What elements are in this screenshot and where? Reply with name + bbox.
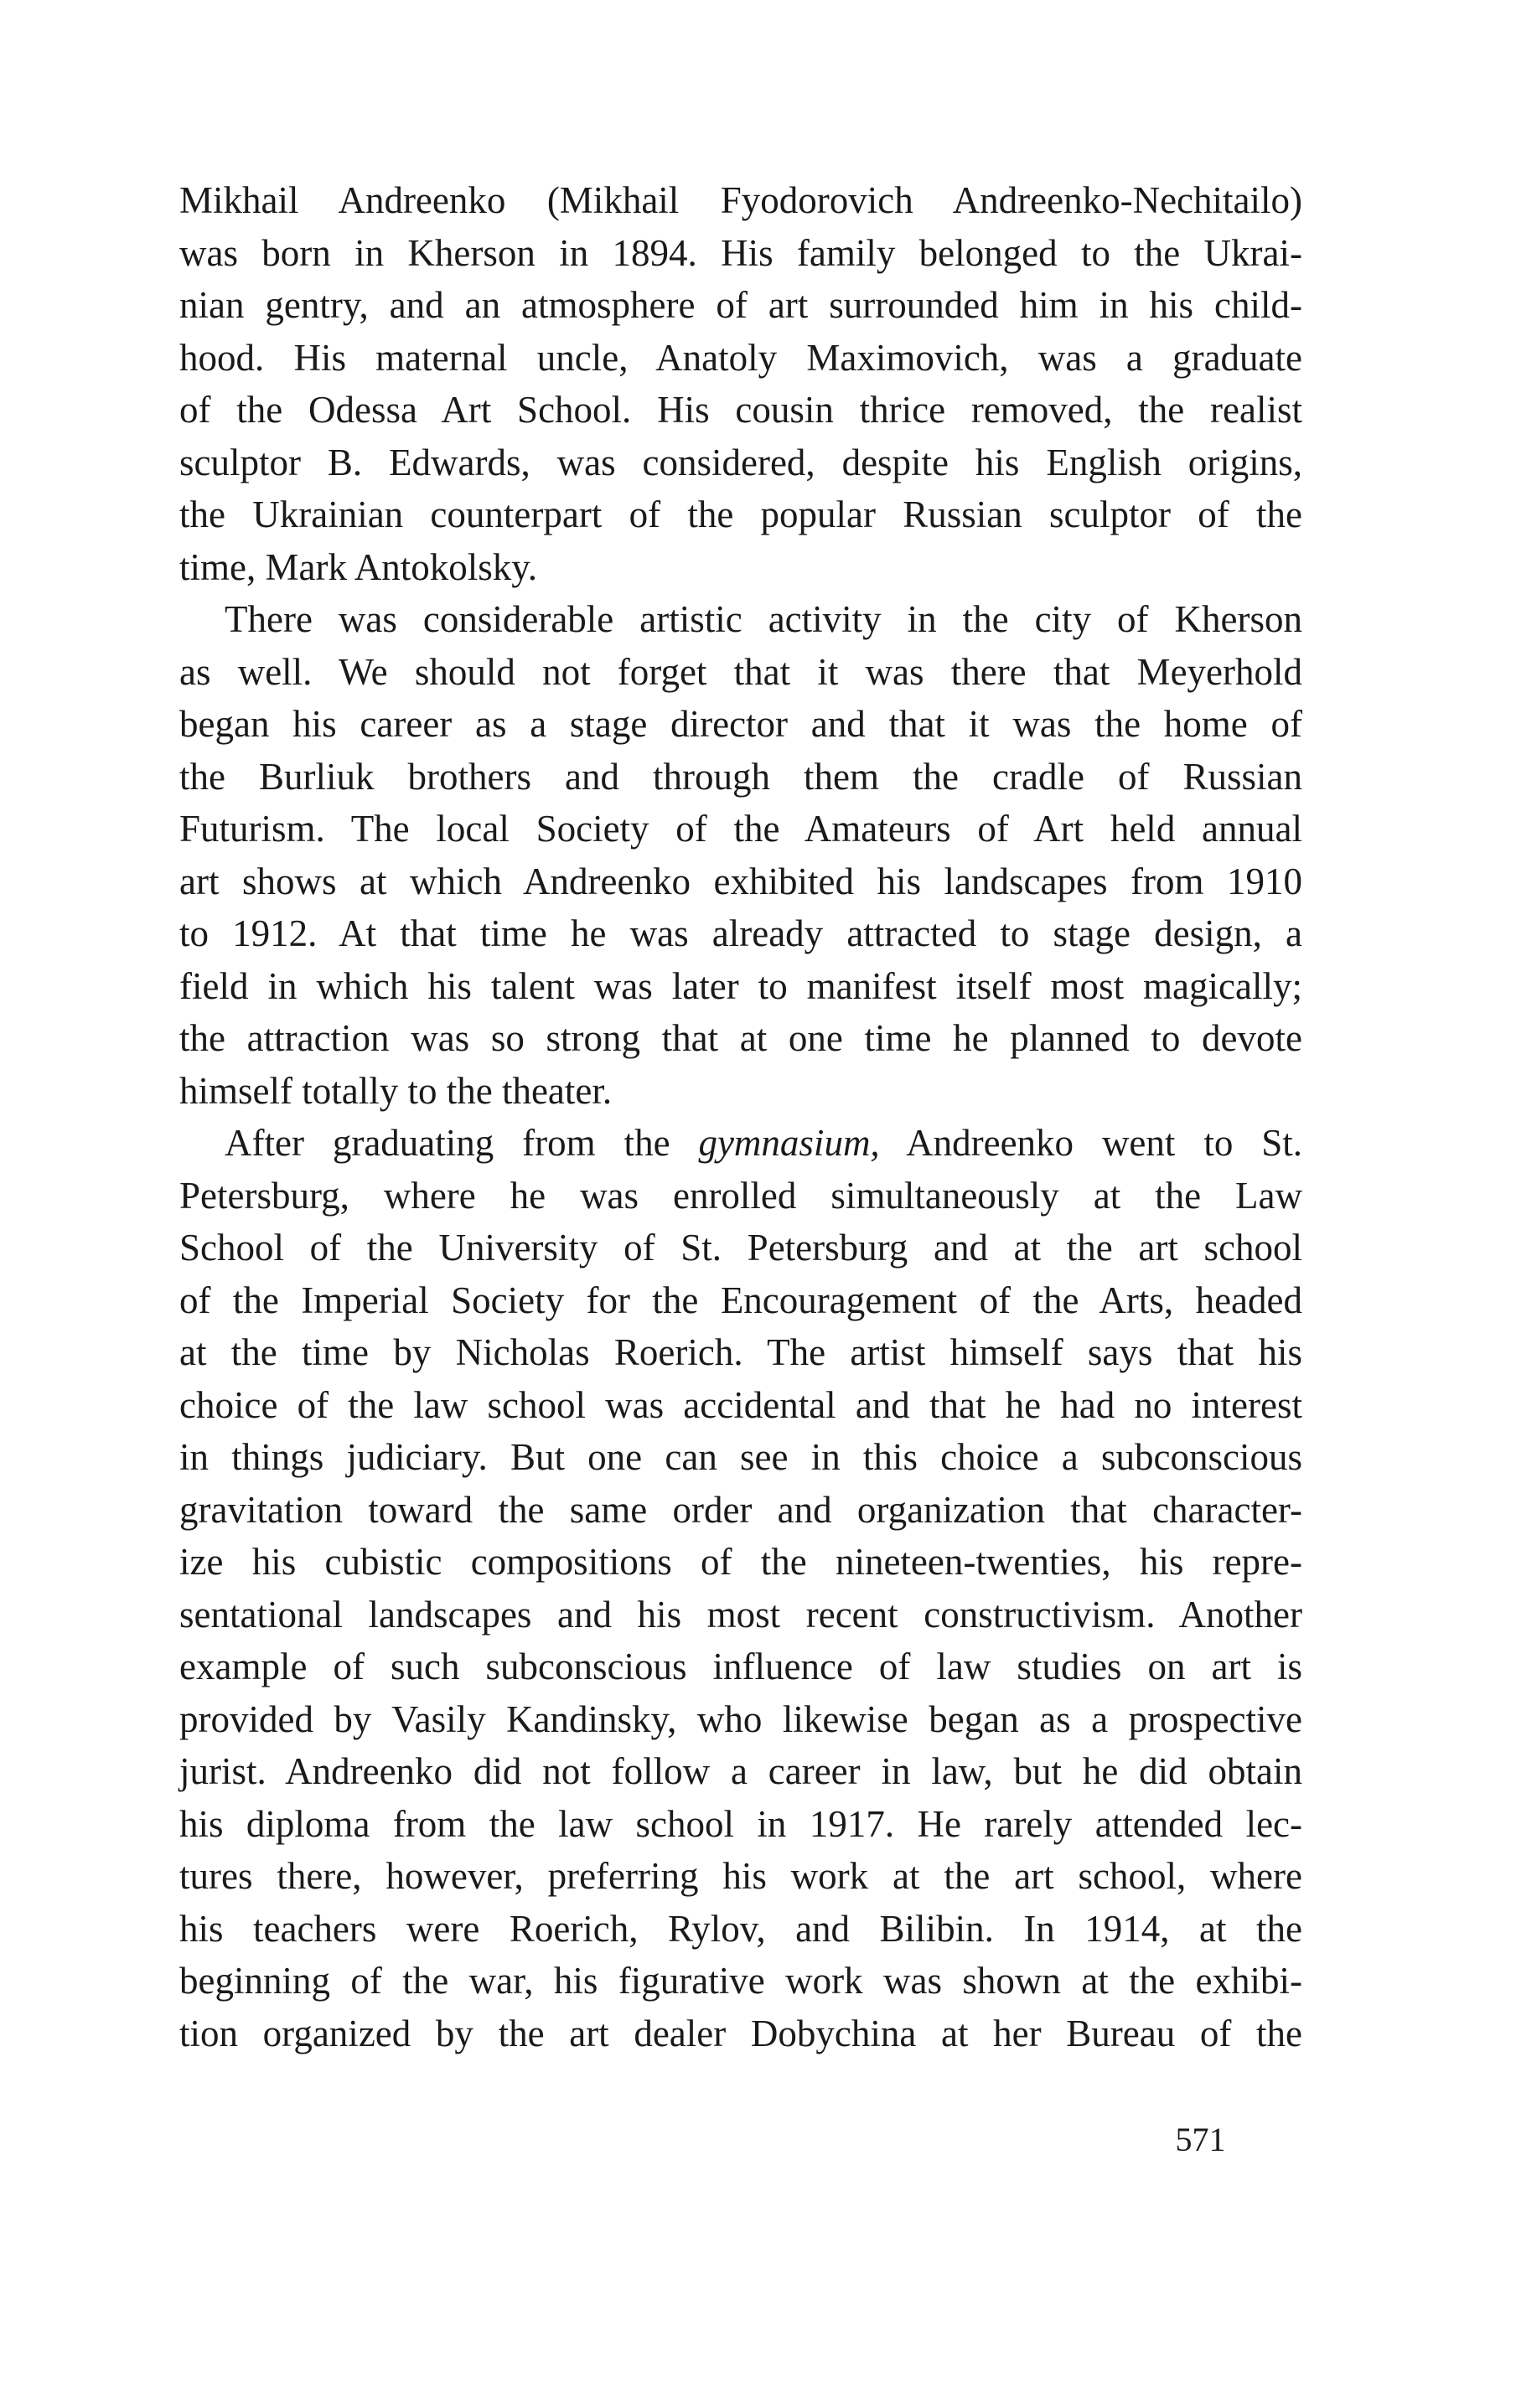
text-line: in things judiciary. But one can see in this choice a subconscious — [179, 1436, 1302, 1478]
text-line: art shows at which Andreenko exhibited his landscapes from 1910 — [179, 860, 1302, 902]
text-line: at the time by Nicholas Roerich. The artist himself says that his — [179, 1331, 1302, 1373]
text-line: choice of the law school was accidental and that he had no interest — [179, 1383, 1302, 1426]
text-line: field in which his talent was later to manifest itself most magically; — [179, 964, 1302, 1007]
text-line: beginning of the war, his figurative work was shown at the exhibi- — [179, 1960, 1302, 2002]
text-line: jurist. Andreenko did not follow a career in law, but he did obtain — [179, 1750, 1302, 1792]
text-line: the attraction was so strong that at one time he planned to devote — [179, 1017, 1302, 1059]
italic-term: gymnasium, — [698, 1122, 880, 1164]
text-line: sentational landscapes and his most recent constructivism. Another — [179, 1593, 1302, 1635]
page-number — [0, 2120, 1516, 2159]
text-line: hood. His maternal uncle, Anatoly Maximovich, was a graduate — [179, 336, 1302, 379]
text-line: as well. We should not forget that it was there that Meyerhold — [179, 650, 1302, 693]
paragraph-3 — [179, 1117, 1302, 2059]
text-line: tures there, however, preferring his work at the art school, where — [179, 1855, 1302, 1897]
text-line: Futurism. The local Society of the Amateurs of Art held annual — [179, 808, 1302, 850]
text-line: to 1912. At that time he was already attracted to stage design, a — [179, 912, 1302, 954]
text-line: his teachers were Roerich, Rylov, and Bilibin. In 1914, at the — [179, 1907, 1302, 1950]
text-line: tion organized by the art dealer Dobychina at her Bureau of the — [179, 2012, 1302, 2054]
text-line: of the Imperial Society for the Encouragement of the Arts, headed — [179, 1279, 1302, 1321]
text-line — [179, 1117, 1302, 1170]
paragraph-1 — [179, 174, 1302, 593]
body-text — [179, 174, 1302, 2059]
text-line: provided by Vasily Kandinsky, who likewise began as a prospective — [179, 1697, 1302, 1740]
paragraph-2 — [179, 593, 1302, 1117]
text-line: sculptor B. Edwards, was considered, despite his English origins, — [179, 441, 1302, 483]
text-line: time, Mark Antokolsky. — [179, 545, 538, 588]
text-line: began his career as a stage director and that it was the home of — [179, 703, 1302, 745]
text-line: his diploma from the law school in 1917. He rarely attended lec- — [179, 1802, 1302, 1845]
text-line: himself totally to the theater. — [179, 1069, 613, 1112]
text-run: Andreenko went to St. — [879, 1122, 1302, 1164]
text-run: After graduating from the — [225, 1122, 699, 1164]
text-line: of the Odessa Art School. His cousin thrice removed, the realist — [179, 389, 1302, 431]
text-line: the Burliuk brothers and through them the cradle of Russian — [179, 755, 1302, 798]
text-line: nian gentry, and an atmosphere of art surrounded him in his child- — [179, 284, 1302, 326]
text-line: Petersburg, where he was enrolled simultaneously at the Law — [179, 1174, 1302, 1217]
text-line: gravitation toward the same order and organization that character- — [179, 1488, 1302, 1531]
page-number-text: 571 — [1175, 2121, 1226, 2158]
text-line: the Ukrainian counterpart of the popular Russian sculptor of the — [179, 493, 1302, 535]
text-line: example of such subconscious influence of law studies on art is — [179, 1646, 1302, 1687]
text-line: School of the University of St. Petersburg and at the art school — [179, 1227, 1302, 1269]
text-line: was born in Kherson in 1894. His family belonged to the Ukrai- — [179, 231, 1302, 274]
text-line: Mikhail Andreenko (Mikhail Fyodorovich Andreenko-Nechitailo) — [179, 179, 1302, 221]
text-line: There was considerable artistic activity in the city of Kherson — [225, 598, 1302, 640]
text-line: ize his cubistic compositions of the nineteen-twenties, his repre- — [179, 1541, 1302, 1583]
